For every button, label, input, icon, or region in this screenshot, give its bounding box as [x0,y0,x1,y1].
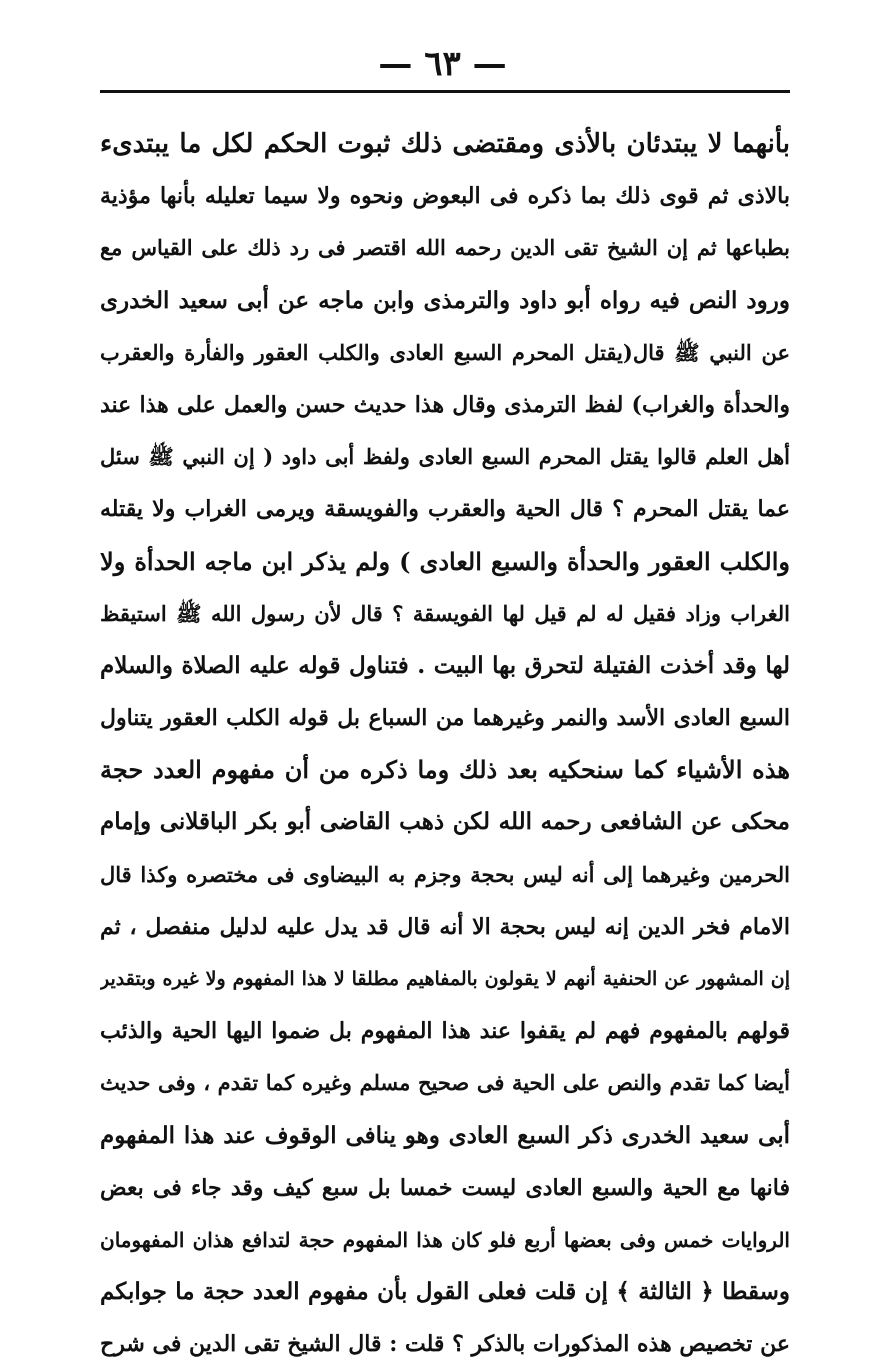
page-number: — ٦٣ — [378,44,507,84]
text-line: عن النبي ﷺ قال(يقتل المحرم السبع العادى والكلب العقور والفأرة والعقرب [100,339,790,365]
text-line: بالاذى ثم قوى ذلك بما ذكره فى البعوض ونحوه ولا سيما تعليله بأنها مؤذية [100,183,790,210]
text-line: الامام فخر الدين إنه ليس بحجة الا أنه قال قد يدل عليه لدليل منفصل ، ثم [100,913,790,940]
text-line: ورود النص فيه رواه أبو داود والترمذى وابن ماجه عن أبى سعيد الخدرى [100,286,790,314]
page-header [0,40,885,88]
text-line: والكلب العقور والحدأة والسبع العادى ) ولم يذكر ابن ماجه الحدأة ولا [100,546,790,576]
text-line: عن تخصيص هذه المذكورات بالذكر ؟ قلت : قال الشيخ تقى الدين فى شرح [100,1331,790,1358]
text-line: وسقطا ﴿ الثالثة ﴾ إن قلت فعلى القول بأن مفهوم العدد حجة ما جوابكم [100,1278,790,1306]
text-line: لها وقد أخذت الفتيلة لتحرق بها البيت . فتناول قوله عليه الصلاة والسلام [100,651,790,679]
text-line: قولهم بالمفهوم فهم لم يقفوا عند هذا المفهوم بل ضموا اليها الحية والذئب [100,1018,790,1045]
text-line: عما يقتل المحرم ؟ قال الحية والعقرب والفويسقة ويرمى الغراب ولا يقتله [100,496,790,523]
text-line: الحرمين وغيرهما إلى أنه ليس بحجة وجزم به البيضاوى فى مختصره وكذا قال [100,861,790,887]
text-line: هذه الأشياء كما سنحكيه بعد ذلك وما ذكره من أن مفهوم العدد حجة [100,755,790,785]
text-line: الغراب وزاد فقيل له لم قيل لها الفويسقة ؟ قال لأن رسول الله ﷺ استيقظ [100,600,790,626]
text-line: فانها مع الحية والسبع العادى ليست خمسا بل سبع كيف وقد جاء فى بعض [100,1174,790,1201]
body-text [100,118,790,1371]
text-line: الروايات خمس وفى بعضها أربع فلو كان هذا المفهوم حجة لتدافع هذان المفهومان [100,1227,790,1252]
text-line: أيضا كما تقدم والنص على الحية فى صحيح مسلم وغيره كما تقدم ، وفى حديث [100,1070,790,1096]
text-line: السبع العادى الأسد والنمر وغيرهما من السباع بل قوله الكلب العقور يتناول [100,705,790,732]
text-line: محكى عن الشافعى رحمه الله لكن ذهب القاضى أبو بكر الباقلانى وإمام [100,808,790,836]
text-line: إن المشهور عن الحنفية أنهم لا يقولون بالمفاهيم مطلقا لا هذا المفهوم ولا غيره وبتقدير [100,968,790,990]
header-rule [100,90,790,93]
text-line: والحدأة والغراب) لفظ الترمذى وقال هذا حديث حسن والعمل على هذا عند [100,391,790,418]
text-line: أبى سعيد الخدرى ذكر السبع العادى وهو ينافى الوقوف عند هذا المفهوم [100,1121,790,1149]
text-line: بطباعها ثم إن الشيخ تقى الدين رحمه الله اقتصر فى رد ذلك على القياس مع [100,235,790,261]
text-line: بأنهما لا يبتدئان بالأذى ومقتضى ذلك ثبوت الحكم لكل ما يبتدىء [100,129,790,159]
text-line: أهل العلم قالوا يقتل المحرم السبع العادى ولفظ أبى داود ( إن النبي ﷺ سئل [100,444,790,470]
